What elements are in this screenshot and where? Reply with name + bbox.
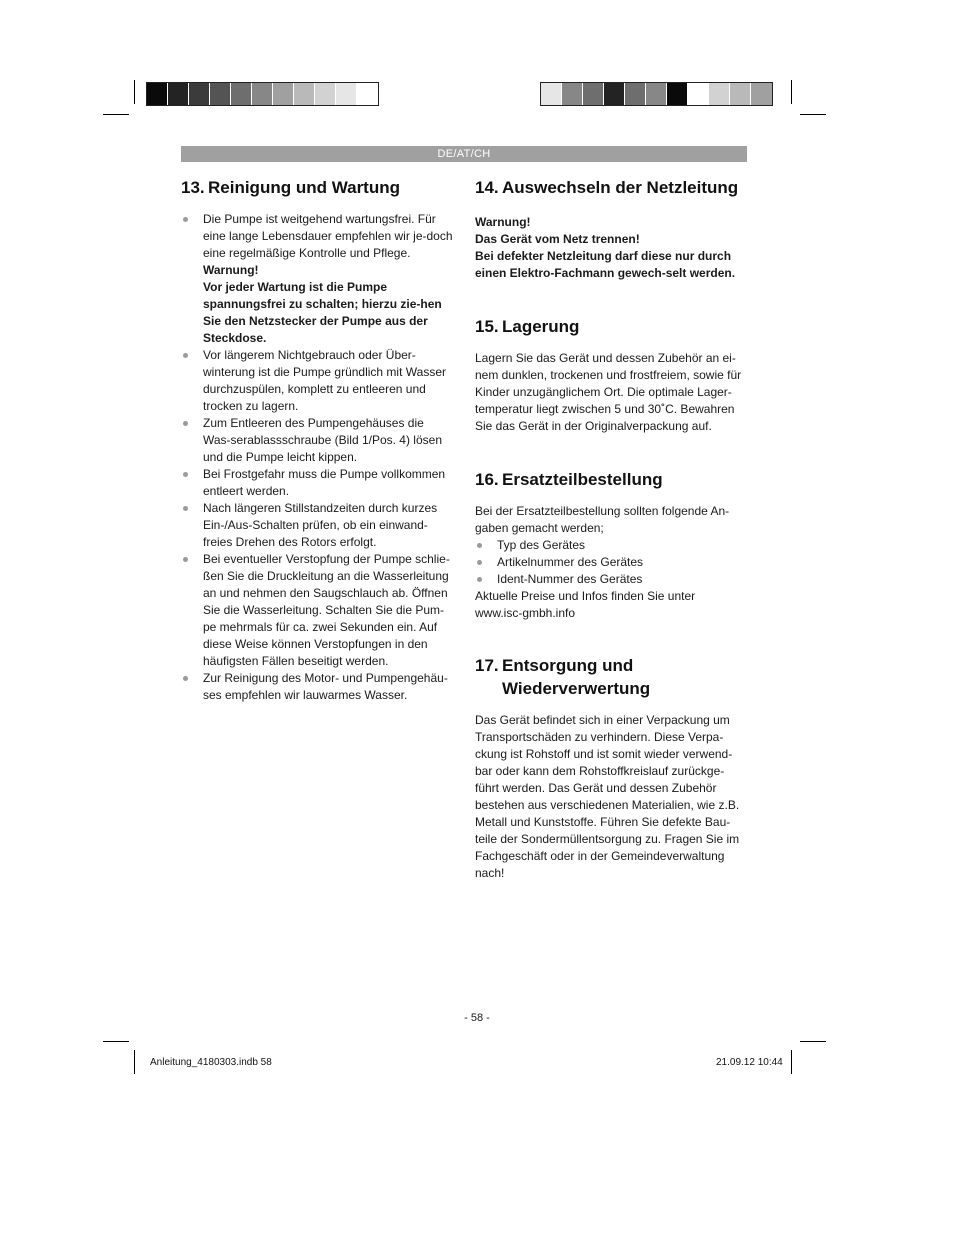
color-swatch [646, 83, 667, 105]
print-datetime: 21.09.12 10:44 [716, 1057, 783, 1068]
color-swatch [147, 83, 168, 105]
section-title: Entsorgung und Wiederverwertung [502, 656, 651, 698]
region-header-bar [181, 146, 747, 162]
storage-paragraph: Lagern Sie das Gerät und dessen Zubehör an ei-nem dunklen, trockenen und frostfreiem, sowie für Kinder unzugänglichem Ort. Die optimale Lager-temperatur liegt zwischen 5 und 30˚C. Bewahren Sie das Gerät in der Originalverpackung auf. [475, 351, 742, 433]
crop-mark [134, 1050, 135, 1074]
color-calibration-bar-right [540, 82, 773, 106]
color-swatch [315, 83, 336, 105]
color-swatch [210, 83, 231, 105]
color-swatch [688, 83, 709, 105]
parts-intro: Bei der Ersatzteilbestellung sollten folgende An-gaben gemacht werden; [475, 504, 730, 535]
disposal-paragraph: Das Gerät befindet sich in einer Verpackung um Transportschäden zu verhindern. Diese Verpa-ckung ist Rohstoff und ist somit wieder verwend-bar oder kann dem Rohstoffkreislauf zurückge-führt werden. Das Gerät und dessen Zubehör bestehen aus verschiedenen Materialien, wie z.B. Metall und Kunststoffe. Führen Sie defekte Bau-teile der Sondermüllentsorgung zu. Fragen Sie im Fachgeschäft oder in der Gemeindeverwaltung nach! [475, 713, 740, 880]
list-item: Zur Reinigung des Motor- und Pumpengehäu-ses empfehlen wir lauwarmes Wasser. [181, 670, 453, 704]
color-swatch [273, 83, 294, 105]
list-item: Ident-Nummer des Gerätes [475, 571, 747, 588]
color-calibration-bar-left [146, 82, 379, 106]
color-swatch [730, 83, 751, 105]
color-swatch [583, 83, 604, 105]
color-swatch [294, 83, 315, 105]
color-swatch [667, 83, 688, 105]
crop-mark [791, 80, 792, 104]
right-column [475, 176, 747, 882]
section-title: Lagerung [502, 317, 580, 336]
color-swatch [336, 83, 357, 105]
section-17-heading [475, 654, 747, 700]
warning-line: Bei defekter Netzleitung darf diese nur durch einen Elektro-Fachmann gewech-selt werden. [475, 249, 736, 280]
color-swatch [562, 83, 583, 105]
color-swatch [541, 83, 562, 105]
color-swatch [252, 83, 273, 105]
list-item: Vor längerem Nichtgebrauch oder Über-winterung ist die Pumpe gründlich mit Wasser durchzuspülen, komplett zu entleeren und trocken zu lagern. [181, 347, 453, 415]
crop-mark [134, 80, 135, 104]
section-14-heading [475, 176, 747, 199]
section-15-heading [475, 315, 747, 338]
list-item: Artikelnummer des Gerätes [475, 554, 747, 571]
section-title: Ersatzteilbestellung [502, 470, 663, 489]
section-number: 17. [475, 656, 499, 675]
section-title: Auswechseln der Netzleitung [502, 178, 739, 197]
section-number: 13. [181, 178, 205, 197]
cable-warning-block [475, 214, 747, 282]
crop-mark [103, 1041, 129, 1042]
maintenance-list [181, 211, 453, 704]
list-item: Zum Entleeren des Pumpengehäuses die Was-serablassschraube (Bild 1/Pos. 4) lösen und die Pumpe leicht kippen. [181, 415, 453, 466]
file-name: Anleitung_4180303.indb 58 [150, 1057, 272, 1068]
region-label: DE/AT/CH [437, 148, 491, 160]
section-title: Reinigung und Wartung [208, 178, 400, 197]
crop-mark [800, 114, 826, 115]
color-swatch [751, 83, 772, 105]
list-item-text: Die Pumpe ist weitgehend wartungsfrei. Für eine lange Lebensdauer empfehlen wir je-doch eine regelmäßige Kontrolle und Pflege. [203, 212, 453, 260]
color-swatch [625, 83, 646, 105]
list-item: Bei eventueller Verstopfung der Pumpe schlie-ßen Sie die Druckleitung an die Wasserleitung an und nehmen den Saugschlauch ab. Öffnen Sie die Wasserleitung. Schalten Sie die Pum-pe mehrmals für ca. zwei Sekunden ein. Auf diese Weise können Verstopfungen in den häufigsten Fällen beseitigt werden. [181, 551, 453, 670]
warning-text: Vor jeder Wartung ist die Pumpe spannungsfrei zu schalten; hierzu zie-hen Sie den Netzstecker der Pumpe aus der Steckdose. [203, 280, 442, 345]
crop-mark [103, 114, 129, 115]
section-13-heading [181, 176, 453, 199]
page-number: - 58 - [464, 1012, 490, 1024]
color-swatch [357, 83, 378, 105]
list-item: Nach längeren Stillstandzeiten durch kurzes Ein-/Aus-Schalten prüfen, ob ein einwand-freies Drehen des Rotors erfolgt. [181, 500, 453, 551]
color-swatch [709, 83, 730, 105]
color-swatch [189, 83, 210, 105]
warning-label: Warnung! [475, 215, 531, 229]
section-number: 14. [475, 178, 499, 197]
crop-mark [800, 1041, 826, 1042]
color-swatch [168, 83, 189, 105]
section-16-heading [475, 468, 747, 491]
parts-outro: Aktuelle Preise und Infos finden Sie unter [475, 589, 696, 603]
color-swatch [231, 83, 252, 105]
list-item [181, 211, 453, 347]
section-number: 15. [475, 317, 499, 336]
warning-label: Warnung! [203, 263, 259, 277]
website-link: www.isc-gmbh.info [475, 606, 576, 620]
crop-mark [791, 1050, 792, 1074]
list-item: Typ des Gerätes [475, 537, 747, 554]
warning-line: Das Gerät vom Netz trennen! [475, 232, 640, 246]
color-swatch [604, 83, 625, 105]
left-column [181, 176, 453, 704]
parts-list [475, 537, 747, 588]
list-item: Bei Frostgefahr muss die Pumpe vollkommen entleert werden. [181, 466, 453, 500]
section-number: 16. [475, 470, 499, 489]
